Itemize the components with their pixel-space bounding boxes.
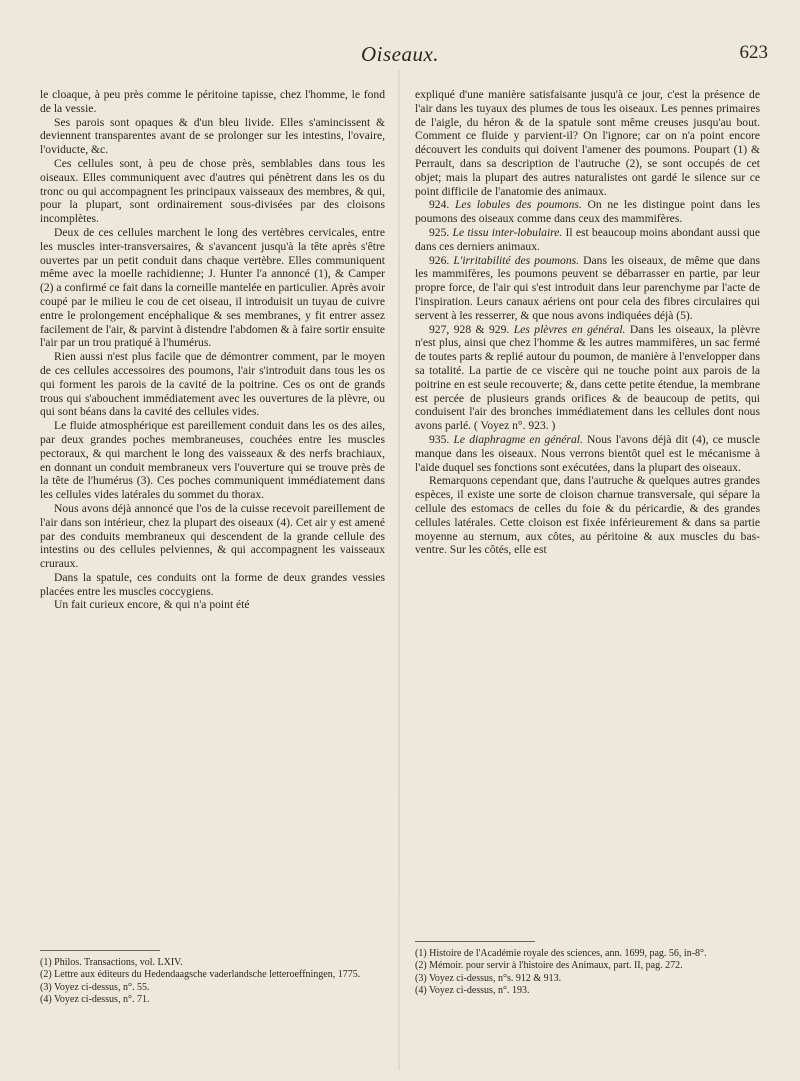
paragraph: Le fluide atmosphérique est pareillement conduit dans les os des ailes, par deux grandes poches membraneuses, couchées entre les muscles pectoraux, & qui marchent le long des vaisseaux & des nerfs brachiaux, en donnant un conduit membraneux vers l'ouverture qui se trouve près de la tête de l'humérus (3). Ces poches communiquent immédiatement dans les cellules vides latérales du sommet du thorax. [40, 419, 385, 502]
paragraph: Un fait curieux encore, & qui n'a point été [54, 598, 250, 612]
paragraph: Dans la spatule, ces conduits ont la forme de deux grandes vessies placées entre les muscles coccygiens. [40, 570, 385, 598]
section-title: Le diaphragme en général. [453, 432, 583, 446]
page-number: 623 [739, 42, 768, 63]
paragraph-text: Remarquons cependant que, dans l'autruche & quelques autres grandes espèces, il existe une sorte de cloison charnue transversale, qui sépare la cellule des estomacs de celles du foie & du péricardie, & des grandes cellules latérales. Cette cloison est fixée inférieurement & dans sa partie moyenne au sternum, aux côtes, au péritoine & aux muscles du bas-ventre. Sur les côtés, elle est [415, 474, 760, 557]
paragraph-text: Dans les oiseaux, la plèvre n'est plus, ainsi que chez l'homme & les autres mammifères, un sac fermé de toutes parts & replié autour du poumon, de manière à l'envelopper dans sa totalité. La partie de ce viscère qui ne touche point aux parois de la poitrine en est seule recouverte; &, dans cette petite étendue, la membrane est percée de plusieurs grands orifices & de beaucoup de petits, qui conduisent l'air des bronches immédiatement dans les cellules dont nous avons parlé. ( Voyez n°. 923. ) [415, 322, 760, 433]
paragraph: Deux de ces cellules marchent le long des vertèbres cervicales, entre les muscles inter-transversaires, & s'avancent jusqu'à la tête après s'être ouvertes par un petit conduit dans chaque vertèbre. Elles communiquent même avec la moelle rachidienne; J. Hunter l'a annoncé (1), & Camper (2) a confirmé ce fait dans la corneille mantelée en particulier. Après avoir coupé par le milieu le cou de cet oiseau, il introduisit un tuyau de cuivre entre le prolongement encéphalique & ses membranes, y fit entrer assez facilement de l'air, & parvint à distendre l'abdomen & à faire sortir ensuite l'air par un trou pratiqué à l'humérus. [40, 225, 385, 350]
page-header [0, 42, 800, 66]
page-gutter-shadow [398, 70, 400, 1070]
footnote: (2) Mémoir. pour servir à l'histoire des Animaux, part. II, pag. 272. [415, 960, 683, 972]
paragraph-text: Dans les oiseaux, de même que dans les mammifères, les poumons peuvent se débarrasser en partie, par leur propre force, de l'air qui s'est introduit dans leur parenchyme par l'acte de l'inspiration. Leurs canaux aériens ont pour cela des fibres circulaires qui servent à les resserrer, & que nous avons indiquées déjà (5). [415, 253, 761, 322]
paragraph-text: Il est beaucoup moins abondant aussi que dans ces derniers animaux. [415, 225, 760, 253]
section-number: 935. [429, 432, 454, 446]
paragraph [415, 226, 760, 254]
section-title: Le tissu inter-lobulaire. [452, 225, 563, 239]
paragraph: Rien aussi n'est plus facile que de démontrer comment, par le moyen de ces cellules accessoires des poumons, l'air s'introduit dans tous les os qui forment les parois de la cavité de la poitrine. Ces os ont de grands trous qui s'abouchent immédiatement avec les ouvertures de la plèvre, ou qui sont béans dans la cavité des cellules vides. [40, 350, 385, 419]
section-number: 926. [429, 253, 454, 267]
paragraph: le cloaque, à peu près comme le péritoine tapisse, chez l'homme, le fond de la vessie. [40, 88, 385, 115]
footnote-rule [415, 941, 535, 942]
paragraph [415, 323, 760, 433]
section-title: L'irritabilité des poumons. [453, 253, 580, 267]
paragraph [415, 88, 760, 198]
paragraph: Ses parois sont opaques & d'un bleu livide. Elles s'amincissent & deviennent transparentes avant de se prolonger sur les intestins, l'ovaire, l'oviducte, &c. [40, 115, 385, 157]
section-title: Les plèvres en général. [513, 322, 626, 336]
right-text-column [415, 88, 760, 557]
paragraph [415, 474, 760, 557]
footnote: (3) Voyez ci-dessus, n°. 55. [40, 981, 150, 993]
footnote: (1) Philos. Transactions, vol. LXIV. [40, 957, 183, 968]
paragraph [415, 433, 760, 474]
footnotes-right [415, 941, 760, 998]
paragraph [415, 254, 760, 323]
footnote: (1) Histoire de l'Académie royale des sciences, ann. 1699, pag. 56, in-8°. [415, 948, 707, 959]
footnote: (4) Voyez ci-dessus, n°. 193. [415, 985, 530, 997]
left-text-column [40, 88, 385, 612]
section-number: 925. [429, 225, 453, 239]
footnotes-left [40, 950, 385, 1007]
paragraph: Nous avons déjà annoncé que l'os de la cuisse recevoit pareillement de l'air dans son intérieur, chez la plupart des oiseaux (4). Cet air y est amené par des conduits membraneux qui descendent de la grande cellule des intestins ou des cellules pelviennes, & qui accompagnent les vaisseaux cruraux. [40, 501, 385, 571]
paragraph-text: On ne les distingue point dans les poumons des oiseaux comme dans ceux des mammifères. [415, 198, 761, 226]
paragraph [415, 198, 760, 226]
footnote: (3) Voyez ci-dessus, n°s. 912 & 913. [415, 972, 562, 984]
footnote: (2) Lettre aux éditeurs du Hedendaagsche vaderlandsche letteroeffningen, 1775. [40, 969, 361, 981]
section-number: 924. [429, 198, 455, 212]
running-title: Oiseaux. [360, 42, 440, 66]
footnote: (4) Voyez ci-dessus, n°. 71. [40, 994, 150, 1006]
paragraph-text: expliqué d'une manière satisfaisante jusqu'à ce jour, c'est la présence de l'air dans les tuyaux des plumes de tous les oiseaux. Les pennes primaires de l'aigle, du héron & de la spatule sont même creuses jusqu'au bout. Comment ce fluide y parvient-il? On l'ignore; car on n'a point encore découvert les conduits qui doivent l'amener des poumons. Poupart (1) & Perrault, dans sa description de l'autruche (2), se sont occupés de cet objet; mais la plupart des autres naturalistes ont gardé le silence sur ce point difficile de l'anatomie des animaux. [415, 88, 760, 198]
section-title: Les lobules des poumons. [454, 198, 582, 212]
footnote-rule [40, 950, 160, 951]
section-number: 927, 928 & 929. [429, 322, 514, 336]
paragraph-text: Nous l'avons déjà dit (4), ce muscle manque dans les oiseaux. Nous verrons bientôt quel est le mécanisme à l'aide duquel ses fonctions sont exécutées, dans la plupart des oiseaux. [415, 432, 760, 474]
paragraph: Ces cellules sont, à peu de chose près, semblables dans tous les oiseaux. Elles communiquent avec d'autres qui pénètrent dans les os du tronc ou qui accompagnent les principaux vaisseaux des membres, & qui, pour la plupart, sont ordinairement sous-divisées par des cloisons incomplètes. [40, 156, 385, 226]
